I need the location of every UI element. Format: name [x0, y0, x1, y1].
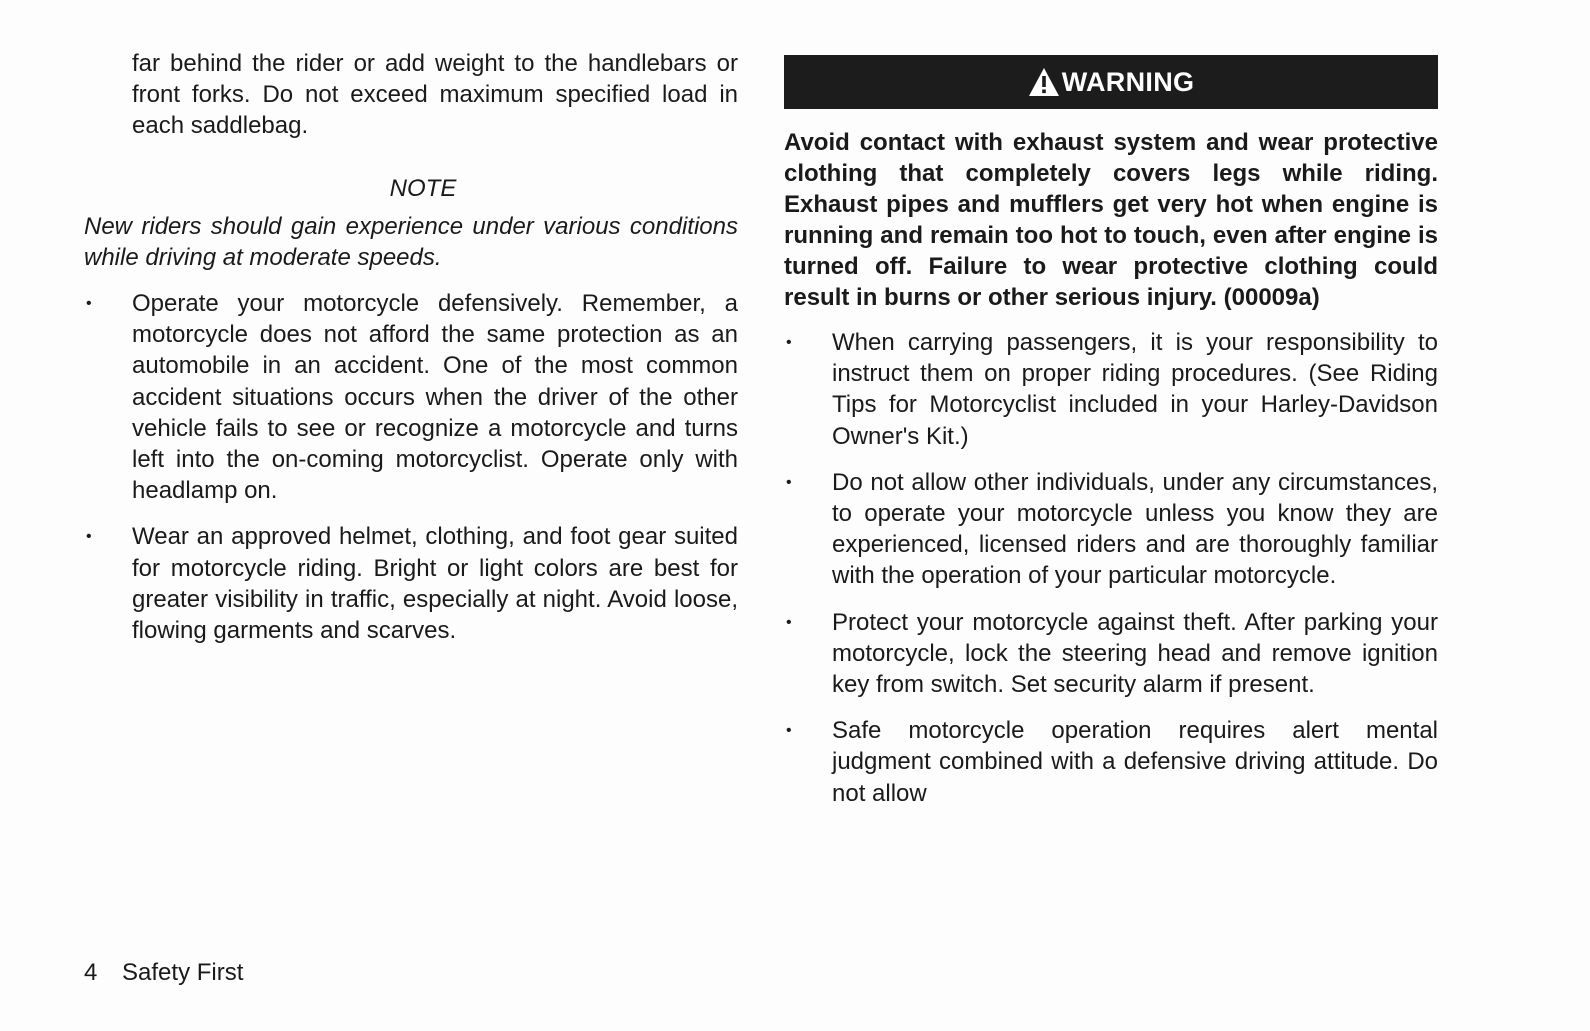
list-item: • When carrying passengers, it is your responsibility to instruct them on proper riding procedures. (See Riding Tips for Motorcyclist included in your Harley-Davidson Owner's Kit.)	[784, 327, 1438, 452]
note-heading: NOTE	[389, 174, 457, 202]
warning-triangle-icon	[1028, 67, 1060, 97]
warning-label: WARNING	[1061, 66, 1195, 97]
continuation-paragraph: far behind the rider or add weight to the handlebars or front forks. Do not exceed maximum specified load in each saddlebag.	[132, 50, 738, 140]
page-footer	[84, 958, 243, 988]
list-item: • Safe motorcycle operation requires alert mental judgment combined with a defensive driving attitude. Do not allow	[784, 715, 1438, 809]
list-item: • Wear an approved helmet, clothing, and foot gear suited for motorcycle riding. Bright or light colors are best for greater visibility in traffic, especially at night. Avoid loose, flowing garments and scarves.	[84, 521, 738, 646]
left-column	[84, 48, 738, 646]
note-body: New riders should gain experience under various conditions while driving at moderate speeds.	[84, 212, 738, 271]
list-item: • Protect your motorcycle against theft. After parking your motorcycle, lock the steering head and remove ignition key from switch. Set security alarm if present.	[784, 607, 1438, 701]
right-column	[784, 55, 1438, 809]
right-bullet-list	[784, 327, 1438, 809]
section-title: Safety First	[122, 959, 244, 986]
list-item: • Operate your motorcycle defensively. Remember, a motorcycle does not afford the same protection as an automobile in an accident. One of the most common accident situations occurs when the driver of the other vehicle fails to see or recognize a motorcycle and turns left into the on-coming motorcyclist. Operate only with headlamp on.	[84, 288, 738, 506]
list-item: • Do not allow other individuals, under any circumstances, to operate your motorcycle unless you know they are experienced, licensed riders and are thoroughly familiar with the operation of your particular motorcycle.	[784, 467, 1438, 592]
warning-text: Avoid contact with exhaust system and wear protective clothing that completely covers legs while riding. Exhaust pipes and mufflers get very hot when engine is running and remain too hot to touch, even after engine is turned off. Failure to wear protective clothing could result in burns or other serious injury. (00009a)	[784, 129, 1438, 311]
page-number: 4	[84, 959, 98, 986]
left-bullet-list	[84, 288, 738, 646]
warning-banner	[784, 55, 1438, 109]
